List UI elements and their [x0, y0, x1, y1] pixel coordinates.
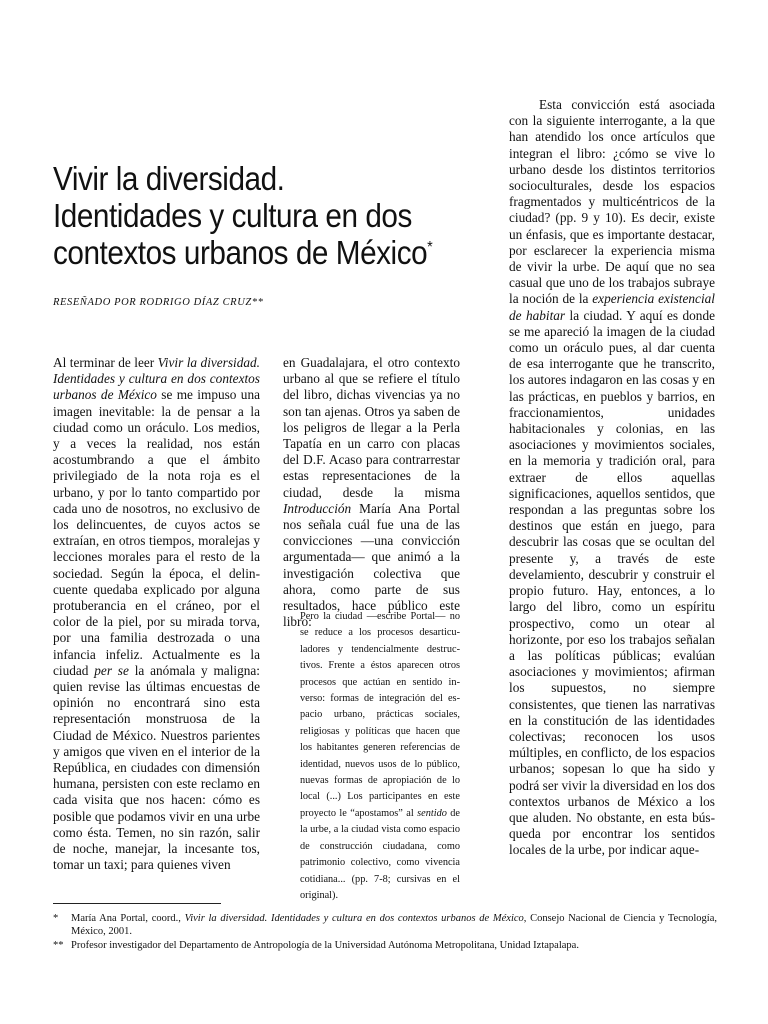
footnotes [53, 913, 717, 953]
byline: RESEÑADO POR RODRIGO DÍAZ CRUZ** [53, 297, 264, 308]
footnote-2 [53, 940, 717, 953]
col1-text-3: la anómala y maligna: quien revise las últimas encuestas de opinión no encontrará sino esta representación monstruosa de la Ciudad de México. Nuestros parientes y amigos que viven en el interior de la República, en ciudades con dimensión humana, persisten con este reclamo en cada visita que nos hacen: cómo es posible que podamos vivir en una urbe como ésta. Temen, no sin razón, salir de noche, manejar, la incesante tos, tomar un taxi; para quienes viven [53, 662, 260, 873]
footnote-1-book-title: Vivir la diversidad. Identidades y cultura en dos contextos urbanos de México [184, 913, 524, 924]
footnote-rule [53, 903, 221, 904]
footnote-2-text: Profesor investigador del Departamento de Antropología de la Universidad Autónoma Metropolitana, Unidad Iztapalapa. [71, 939, 579, 951]
column-3 [509, 97, 715, 859]
block-quote-paragraph [300, 609, 460, 904]
col2-introduccion: Introducción [283, 500, 352, 516]
column-1-paragraph [53, 355, 260, 874]
col1-text-2: se me impuso una imagen inevitable: la de pensar a la ciudad como un oráculo. Los medios, y a veces la realidad, nos están acostumbrando a que el ámbito privilegiado de la nota roja es el urbano, y por lo tanto compartido por cada uno de nosotros, no exclusivo de los delincuentes, de cuyos actos se extraían, en otros tiempos, moralejas y lecciones morales para el resto de la sociedad. Según la época, el delincuente quedaba explicado por alguna protuberancia en el cráneo, por el color de la piel, por su mirada torva, por una familia destrozada o una infancia infeliz. Actualmente es la ciudad [53, 387, 260, 678]
column-3-paragraph [509, 97, 715, 859]
footnote-1-text-2: , Consejo Nacional de Ciencia y Tecnología, México, 2001. [71, 913, 717, 937]
col1-book-title: Vivir la diversidad. Identidades y cultura en dos contextos urbanos de México [53, 355, 260, 403]
quote-text-1: Pero la ciudad —escribe Portal— no se reduce a los procesos desarticuladores y tendencialmente destructivos. Frente a éstos aparecen otros procesos que actúan en sentido inverso: formas de integración del espacio urbano, prácticas sociales, religiosas y políticas que hacen que los habitantes generen referencias de identidad, nuevos usos de lo público, nuevas formas de apropiación de lo local (...) Los participantes en este proyecto le “apostamos” al [300, 611, 460, 819]
title-footnote-marker: * [427, 239, 433, 256]
footnote-1-text-1: María Ana Portal, coord., [71, 913, 185, 924]
footnote-1 [53, 913, 717, 939]
col3-text-2: la ciudad. Y aquí es donde se me apareció la imagen de la ciudad como un oráculo pues, al dar cuenta de esa interrogante que he transcrito, los autores indagaron en las cosas y en las prácticas, en pueblos y barrios, en fraccionamientos, unidades habitacionales y colonias, en las asociaciones y movimientos sociales, en la memoria y tradición oral, para extraer de ellos aquellas significaciones, aquellos sentidos, que respondan a las preguntas sobre los destinos que están en juego, para descubrir las cosas que se ocultan del presente y, a través de este develamiento, descubrir y construir el propio futuro. Hay, entonces, a lo largo del libro, como un espíritu prospectivo, como un otear al horizonte, por eso los trabajos señalan a las políticas públicas; evalúan asociaciones y movimientos; afirman los supuestos, no siempre consistentes, que tienen las narrativas en la constitución de las identidades colectivas; reconocen los usos múltiples, en conflicto, de los espacios urbanos; sopesan lo que ha sido y podrá ser vivir la diversidad en los dos contextos urbanos de México a los que aluden. No obstante, en esta búsqueda por encontrar los sentidos locales de la urbe, por indicar aque- [509, 307, 715, 858]
article-title [53, 160, 431, 271]
col1-per-se: per se [94, 662, 129, 678]
title-line-3: contextos urbanos de México [53, 234, 428, 271]
col3-text-1: Esta convicción está asociada con la siguiente interrogante, a la que han atendido los once artículos que integran el libro: ¿cómo se vive lo urbano desde los distintos territorios socioculturales, desde los espacios fragmentados y multicéntricos de la ciudad? (pp. 9 y 10). Es decir, existe un énfasis, que es importante destacar, por esclarecer la experiencia misma de vivir la urbe. De aquí que no sea casual que uno de los trabajos subraye la noción de la [509, 97, 715, 307]
col1-text-1: Al terminar de leer [53, 355, 158, 370]
column-1 [53, 355, 260, 874]
column-2-paragraph [283, 355, 460, 630]
col2-text-2: María Ana Portal nos señala cuál fue una de las convicciones —una convicción argumentada— que animó a la investigación colectiva que ahora, como parte de sus resultados, hace público este libro: [283, 500, 460, 630]
title-line-1: Vivir la diversidad. [53, 160, 285, 197]
title-line-2: Identidades y cultura en dos [53, 197, 412, 234]
quote-text-2: de la urbe, a la ciudad vista como espacio de construcción ciudadana, como patrimonio colectivo, como vivencia cotidiana... (pp. 7-8; cursivas en el original). [300, 807, 460, 901]
column-2 [283, 355, 460, 630]
quote-italic-sentido: sentido [417, 807, 447, 819]
col3-italic-phrase: experiencia existencial de habitar [509, 291, 715, 323]
footnote-1-mark: * [53, 913, 59, 924]
col2-text-1: en Guadalajara, el otro contexto urbano al que se refiere el título del libro, dichas vivencias ya no son tan ajenas. Otros ya saben de los peligros de llegar a la Perla Tapatía en un carro con placas del D.F. Acaso para contrarrestar estas representaciones de la ciudad, desde la misma [283, 355, 460, 500]
block-quote [300, 609, 460, 904]
footnote-1-text [71, 913, 717, 939]
footnote-2-mark: ** [53, 939, 64, 951]
